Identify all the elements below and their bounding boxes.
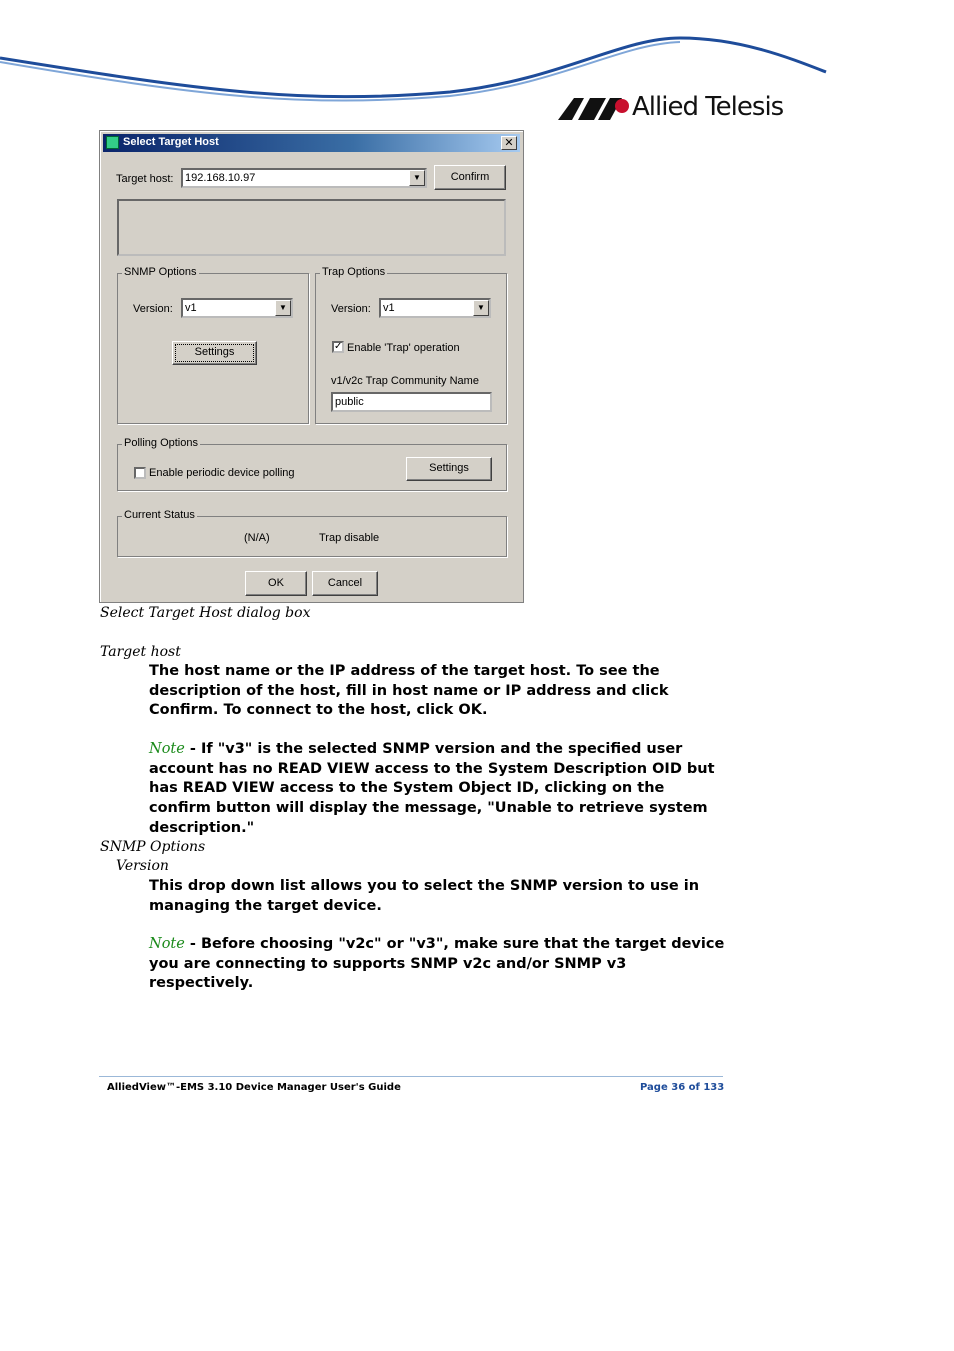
dialog-caption: Select Target Host dialog box [100, 605, 311, 621]
enable-polling-checkbox[interactable] [134, 467, 146, 479]
snmp-version-combo[interactable] [181, 298, 293, 318]
snmp-options-heading: SNMP Options [100, 839, 206, 855]
header-swoosh [0, 0, 954, 110]
app-icon [106, 136, 119, 149]
select-target-host-dialog [99, 130, 524, 603]
close-icon[interactable]: ✕ [501, 136, 517, 150]
note-1 [149, 740, 729, 839]
target-host-value: 192.168.10.97 [185, 172, 256, 184]
target-host-combo[interactable] [181, 168, 427, 188]
footer-title: AlliedView™-EMS 3.10 Device Manager User's Guide [107, 1082, 401, 1093]
version-description: This drop down list allows you to select the SNMP version to use in managing the target device. [149, 878, 700, 914]
logo-text: Allied Telesis [632, 92, 784, 122]
chevron-down-icon[interactable]: ▼ [473, 300, 489, 316]
enable-trap-label: Enable 'Trap' operation [347, 342, 460, 354]
host-description-box [117, 199, 506, 256]
note-label: Note [149, 936, 185, 952]
community-name-input[interactable]: public [331, 392, 492, 412]
polling-settings-button[interactable]: Settings [406, 457, 492, 481]
snmp-options-title: SNMP Options [124, 266, 197, 278]
chevron-down-icon[interactable]: ▼ [409, 170, 425, 186]
note-2 [149, 935, 729, 994]
enable-polling-label: Enable periodic device polling [149, 467, 295, 479]
target-host-heading: Target host [100, 644, 181, 660]
current-status-title: Current Status [124, 509, 195, 521]
note-label: Note [149, 741, 185, 757]
target-host-label: Target host: [116, 173, 174, 185]
current-status-group [117, 509, 507, 557]
cancel-button[interactable]: Cancel [312, 571, 378, 596]
target-host-description: The host name or the IP address of the target host. To see the description of the host, fill in host name or IP address and click Confirm. To connect to the host, click OK. [149, 663, 669, 719]
polling-options-group [117, 437, 507, 491]
snmp-options-group [117, 266, 309, 424]
note-2-text: - Before choosing "v2c" or "v3", make sure that the target device you are connecting to supports SNMP v2c and/or SNMP v3 respectively. [149, 936, 725, 992]
snmp-version-label: Version: [133, 303, 173, 315]
status-trap: Trap disable [319, 532, 380, 544]
footer-divider [99, 1076, 723, 1077]
snmp-settings-button[interactable]: Settings [172, 341, 257, 365]
snmp-version-value: v1 [185, 302, 197, 314]
version-heading: Version [116, 858, 169, 874]
trap-options-group [315, 266, 507, 424]
community-name-label: v1/v2c Trap Community Name [331, 375, 479, 387]
confirm-button[interactable]: Confirm [434, 165, 506, 190]
polling-options-title: Polling Options [124, 437, 198, 449]
trap-version-value: v1 [383, 302, 395, 314]
trap-version-combo[interactable] [379, 298, 491, 318]
chevron-down-icon[interactable]: ▼ [275, 300, 291, 316]
trap-version-label: Version: [331, 303, 371, 315]
dialog-titlebar [103, 134, 520, 152]
page-number: Page 36 of 133 [640, 1082, 725, 1093]
dialog-title: Select Target Host [123, 136, 219, 148]
status-value-na: (N/A) [244, 532, 270, 544]
note-1-text: - If "v3" is the selected SNMP version and the specified user account has no READ VIEW access to the System Description OID but has READ VIEW access to the System Object ID, clicking on the confirm button will display the message, "Unable to retrieve system description." [149, 741, 715, 836]
enable-trap-checkbox[interactable]: ✓ [334, 341, 343, 352]
ok-button[interactable]: OK [245, 571, 307, 596]
trap-options-title: Trap Options [322, 266, 386, 278]
